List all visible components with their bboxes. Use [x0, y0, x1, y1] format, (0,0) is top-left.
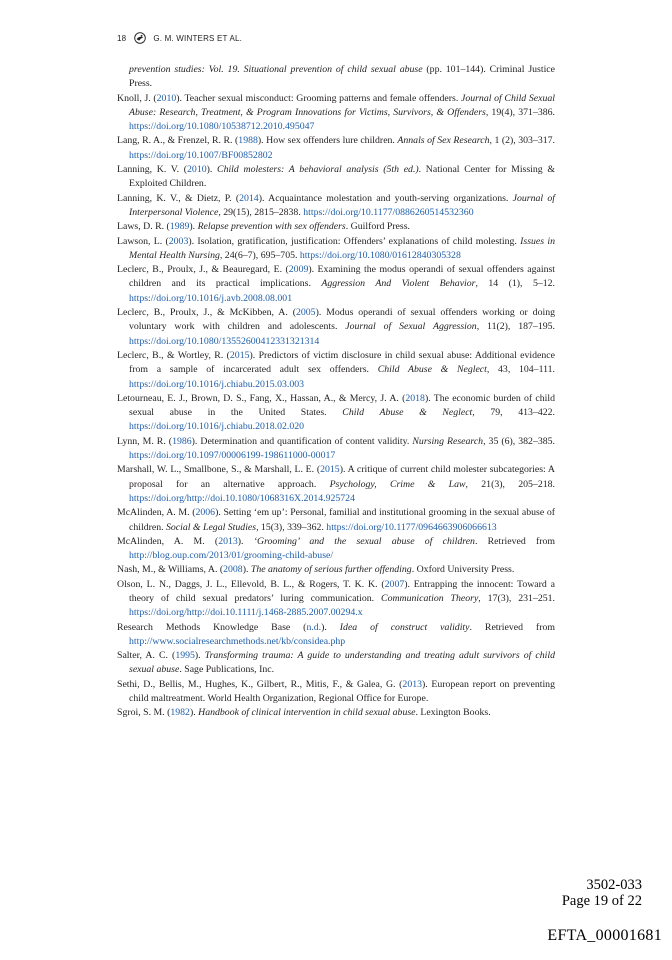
- reference-entry: [117, 506, 555, 535]
- reference-authors: Leclerc, B., Proulx, J., & Beauregard, E. (: [117, 264, 289, 276]
- reference-authors: Lang, R. A., & Frenzel, R. R. (: [117, 135, 239, 147]
- reference-year-link[interactable]: 1989: [169, 221, 190, 233]
- reference-year-link[interactable]: 2018: [405, 392, 425, 404]
- reference-list: [117, 63, 555, 721]
- reference-details: , 35 (6), 382–385.: [483, 435, 555, 447]
- reference-details: , 14 (1), 5–12.: [475, 278, 556, 290]
- reference-year-link[interactable]: 2014: [239, 192, 259, 204]
- reference-year-link[interactable]: 2003: [168, 235, 189, 247]
- reference-authors: Lawson, L. (: [117, 235, 169, 247]
- reference-details: . Oxford University Press.: [411, 564, 515, 576]
- document-code: 3502-033: [586, 877, 642, 893]
- bates-number: EFTA_00001681: [547, 927, 662, 944]
- reference-source: prevention studies: Vol. 19. Situational prevention of child sexual abuse: [129, 64, 423, 75]
- reference-title: ). Predictors of victim disclosure in child sexual abuse: Additional evidence from a sample of incarcerated adult sex offenders.: [129, 349, 555, 376]
- reference-year-link[interactable]: 2005: [295, 307, 316, 319]
- reference-authors: McAlinden, A. M. (: [117, 507, 196, 519]
- reference-title: ). Setting ‘em up’: Personal, familial and institutional grooming in the sexual abuse of children.: [129, 507, 555, 533]
- reference-title: ). Entrapping the innocent: Toward a theory of child sexual predators’ luring communication.: [129, 578, 555, 604]
- reference-entry: [117, 435, 555, 464]
- reference-entry: [117, 349, 555, 392]
- reference-entry: [117, 220, 555, 234]
- reference-title: ).: [189, 221, 198, 233]
- page-number: 18: [117, 33, 127, 43]
- reference-authors: Laws, D. R. (: [117, 221, 170, 233]
- reference-source: Nursing Research: [412, 435, 484, 447]
- reference-year-link[interactable]: 2013: [218, 535, 238, 547]
- reference-details: . Retrieved from: [474, 535, 555, 547]
- reference-entry: [117, 92, 555, 135]
- reference-title: ). The economic burden of child sexual abuse in the United States.: [129, 392, 555, 419]
- reference-authors: Knoll, J. (: [117, 92, 157, 104]
- reference-details: . Guilford Press.: [345, 221, 410, 233]
- reference-title: ).: [194, 650, 205, 662]
- reference-doi-link[interactable]: http://www.socialresearchmethods.net/kb/considea.php: [129, 635, 346, 647]
- reference-title: ). How sex offenders lure children.: [257, 135, 398, 147]
- reference-title: ).: [237, 535, 254, 547]
- reference-source: Child Abuse & Neglect: [342, 407, 473, 419]
- reference-doi-link[interactable]: https://doi.org/10.1007/BF00852802: [129, 149, 273, 161]
- reference-details: , 11(2), 187–195.: [476, 321, 555, 333]
- reference-year-link[interactable]: 2013: [402, 678, 423, 690]
- reference-doi-link[interactable]: https://doi.org/10.1080/10538712.2010.495047: [129, 121, 315, 133]
- reference-source: Journal of Child Sexual Abuse: Research, Treatment, & Program Innovations for Victims, Survivors, & Offenders: [129, 92, 555, 118]
- reference-title: ).: [189, 707, 199, 719]
- reference-year-link[interactable]: 2007: [384, 578, 405, 590]
- reference-source: Journal of Interpersonal Violence: [129, 192, 556, 218]
- reference-source: Idea of construct validity: [339, 621, 470, 633]
- reference-source: Psychology, Crime & Law: [329, 478, 466, 490]
- reference-entry: [117, 535, 555, 564]
- reference-authors: Leclerc, B., Proulx, J., & McKibben, A. (: [117, 307, 296, 319]
- reference-details: (pp. 101–144). Criminal Justice Press.: [129, 64, 555, 90]
- reference-source: ‘Grooming’ and the sexual abuse of children: [253, 535, 475, 547]
- reference-doi-link[interactable]: https://doi.org/10.1177/0964663906066613: [326, 521, 497, 533]
- page-info: [562, 878, 642, 909]
- reference-year-link[interactable]: 1995: [175, 650, 195, 662]
- reference-source: Relapse prevention with sex offenders: [197, 221, 346, 233]
- reference-source: Journal of Sexual Aggression: [345, 321, 477, 333]
- reference-entry: [117, 235, 555, 264]
- reference-details: , 43, 104–111.: [486, 364, 555, 376]
- reference-title: ). A critique of current child molester subcategories: A proposal for an alternative approach.: [129, 464, 555, 490]
- reference-authors: Marshall, W. L., Smallbone, S., & Marshall, L. E. (: [117, 464, 321, 476]
- reference-entry: [117, 563, 555, 577]
- reference-doi-link[interactable]: https://doi.org/http://doi.10.1080/1068316X.2014.925724: [129, 492, 355, 504]
- reference-year-link[interactable]: 2015: [229, 349, 250, 361]
- reference-authors: Lynn, M. R. (: [117, 435, 173, 447]
- reference-authors: McAlinden, A. M. (: [117, 535, 219, 547]
- reference-authors: Salter, A. C. (: [117, 650, 176, 662]
- reference-entry: [117, 263, 555, 306]
- publisher-logo-icon: [134, 32, 146, 44]
- reference-authors: Nash, M., & Williams, A. (: [117, 564, 224, 576]
- running-head-authors: G. M. WINTERS ET AL.: [153, 33, 243, 43]
- reference-doi-link[interactable]: https://doi.org/10.1177/0886260514532360: [303, 206, 474, 218]
- reference-details: . National Center for Missing & Exploited Children.: [129, 164, 555, 190]
- reference-year-link[interactable]: 2010: [187, 164, 207, 176]
- reference-source: Handbook of clinical intervention in child sexual abuse: [198, 707, 416, 719]
- reference-authors: Sgroi, S. M. (: [117, 707, 171, 719]
- reference-doi-link[interactable]: https://doi.org/10.1016/j.avb.2008.08.001: [129, 292, 293, 304]
- reference-entry: [117, 678, 555, 707]
- reference-authors: Olson, L. N., Daggs, J. L., Ellevold, B. L., & Rogers, T. K. K. (: [117, 578, 385, 590]
- reference-entry: [117, 578, 555, 621]
- running-header: [117, 32, 242, 44]
- reference-details: , 19(4), 371–386.: [485, 106, 555, 118]
- reference-title: ).: [242, 564, 251, 576]
- reference-authors: Letourneau, E. J., Brown, D. S., Fang, X., Hassan, A., & Mercy, J. A. (: [117, 392, 406, 404]
- reference-year-link[interactable]: 2008: [223, 564, 243, 576]
- reference-title: ).: [321, 621, 340, 633]
- reference-details: , 15(3), 339–362.: [256, 521, 327, 533]
- reference-year-link[interactable]: 2015: [320, 464, 340, 476]
- reference-title: ). European report on preventing child maltreatment. World Health Organization, Regional Office for Europe.: [129, 678, 555, 705]
- reference-entry: [117, 621, 555, 650]
- reference-title: ). Acquaintance molestation and youth-serving organizations.: [258, 192, 513, 204]
- reference-authors: Lanning, K. V. (: [117, 164, 188, 176]
- reference-details: , 17(3), 231–251.: [478, 592, 555, 604]
- reference-title: ). Teacher sexual misconduct: Grooming patterns and female offenders.: [176, 92, 461, 104]
- reference-title: ). Examining the modus operandi of sexual offenders against children and its practical implications.: [129, 264, 556, 290]
- reference-title: ). Determination and quantification of content validity.: [191, 435, 413, 447]
- reference-entry: [117, 306, 555, 349]
- reference-year-link[interactable]: n.d.: [306, 621, 322, 633]
- reference-details: , 21(3), 205–218.: [465, 478, 555, 490]
- reference-authors: Research Methods Knowledge Base (: [117, 621, 307, 633]
- reference-source: Communication Theory: [381, 592, 479, 604]
- reference-entry: [117, 192, 555, 221]
- reference-year-link[interactable]: 2010: [156, 92, 177, 104]
- reference-source: Social & Legal Studies: [166, 521, 257, 533]
- reference-source: Annals of Sex Research: [397, 135, 490, 147]
- reference-entry: [117, 163, 555, 192]
- reference-details: , 1 (2), 303–317.: [489, 135, 555, 147]
- reference-source: Child molesters: A behavioral analysis (5th ed.): [217, 164, 419, 176]
- reference-entry: [117, 392, 555, 435]
- reference-details: , 24(6–7), 695–705.: [219, 249, 300, 261]
- reference-entry: [117, 463, 555, 506]
- reference-year-link[interactable]: 1988: [238, 135, 258, 147]
- reference-authors: Sethi, D., Bellis, M., Hughes, K., Gilbert, R., Mitis, F., & Galea, G. (: [117, 678, 403, 690]
- reference-details: . Sage Publications, Inc.: [179, 664, 275, 676]
- reference-details: . Retrieved from: [469, 621, 555, 633]
- reference-source: Aggression And Violent Behavior: [321, 278, 476, 290]
- reference-year-link[interactable]: 1982: [170, 707, 190, 719]
- reference-continuation: [117, 63, 555, 92]
- reference-details: , 29(15), 2815–2838.: [218, 206, 304, 218]
- reference-doi-link[interactable]: https://doi.org/10.1080/13552600412331321314: [129, 335, 320, 347]
- reference-title: ). Modus operandi of sexual offenders working or doing voluntary work with children and adolescents.: [129, 307, 555, 333]
- reference-source: Issues in Mental Health Nursing: [129, 235, 555, 261]
- reference-details: . Lexington Books.: [415, 707, 491, 719]
- reference-doi-link[interactable]: https://doi.org/10.1097/00006199-198611000-00017: [129, 450, 336, 462]
- reference-doi-link[interactable]: http://blog.oup.com/2013/01/grooming-child-abuse/: [129, 550, 334, 562]
- reference-doi-link[interactable]: https://doi.org/10.1016/j.chiabu.2018.02.020: [129, 421, 305, 433]
- reference-entry: [117, 134, 555, 163]
- reference-entry: [117, 706, 555, 720]
- reference-authors: Lanning, K. V., & Dietz, P. (: [117, 192, 240, 204]
- page-label: Page 19 of 22: [561, 892, 642, 909]
- reference-year-link[interactable]: 1986: [172, 435, 192, 447]
- reference-entry: [117, 649, 555, 678]
- reference-doi-link[interactable]: https://doi.org/http://doi.10.1111/j.1468-2885.2007.00294.x: [129, 607, 363, 619]
- reference-source: Transforming trauma: A guide to understanding and treating adult survivors of child sexual abuse: [129, 650, 555, 676]
- reference-title: ).: [206, 164, 218, 176]
- reference-source: Child Abuse & Neglect: [377, 364, 487, 376]
- reference-doi-link[interactable]: https://doi.org/10.1016/j.chiabu.2015.03.003: [129, 378, 305, 390]
- reference-details: , 79, 413–422.: [472, 407, 555, 419]
- reference-authors: Leclerc, B., & Wortley, R. (: [117, 349, 230, 361]
- reference-doi-link[interactable]: https://doi.org/10.1080/01612840305328: [299, 249, 461, 261]
- reference-source: The anatomy of serious further offending: [250, 564, 412, 576]
- reference-year-link[interactable]: 2006: [195, 507, 216, 519]
- reference-title: ). Isolation, gratification, justification: Offenders’ explanations of child molesting.: [188, 235, 521, 247]
- reference-year-link[interactable]: 2009: [288, 264, 309, 276]
